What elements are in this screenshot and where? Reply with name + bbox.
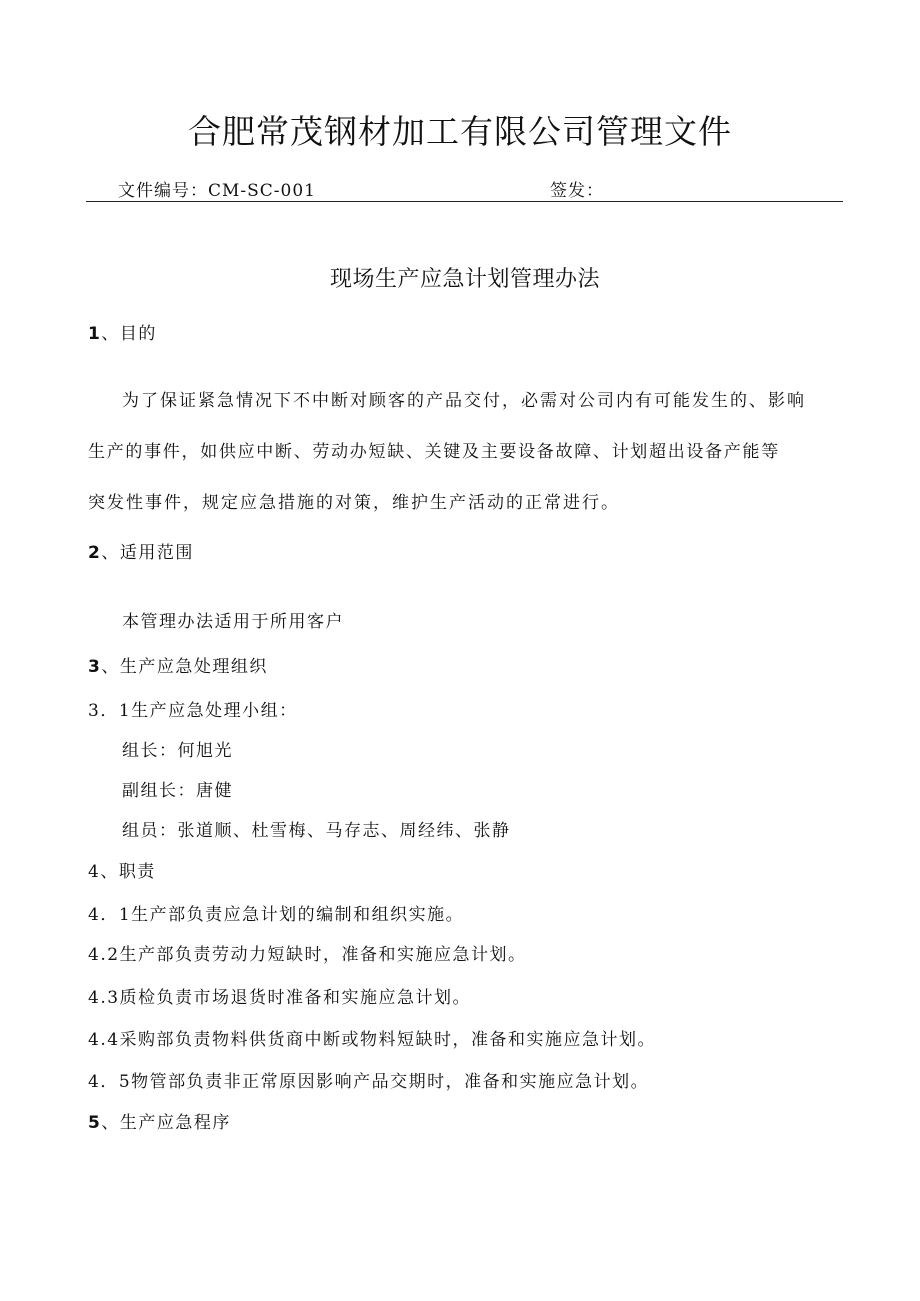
subsection-3-1: 3．1生产应急处理小组：: [88, 701, 298, 721]
doc-title: 现场生产应急计划管理办法: [329, 267, 600, 292]
section-number: 2: [88, 543, 102, 563]
group-leader: 组长：何旭光: [122, 741, 233, 761]
section-2-paragraph: 本管理办法适用于所用客户: [122, 612, 344, 632]
section-4-heading: 4、职责: [88, 862, 156, 882]
sign-label: 签发：: [550, 181, 604, 201]
duty-item: 4.3质检负责市场退货时准备和实施应急计划。: [88, 988, 472, 1008]
doc-number: 文件编号：CM-SC-001: [118, 181, 317, 201]
section-1-paragraph: [88, 376, 840, 529]
section-title: 、生产应急处理组织: [101, 657, 268, 677]
duty-item: 4．5物管部负责非正常原因影响产品交期时，准备和实施应急计划。: [88, 1072, 650, 1092]
duty-item: 4．1生产部负责应急计划的编制和组织实施。: [88, 905, 465, 925]
section-number: 1: [88, 324, 102, 344]
section-3-heading: [88, 652, 268, 677]
duty-item: 4.4采购部负责物料供货商中断或物料短缺时，准备和实施应急计划。: [88, 1030, 657, 1050]
section-1-heading: [88, 319, 157, 344]
section-title: 、生产应急程序: [101, 1113, 231, 1133]
group-deputy: 副组长：唐健: [122, 781, 233, 801]
paragraph-line: 突发性事件，规定应急措施的对策，维护生产活动的正常进行。: [88, 493, 620, 513]
section-title: 、目的: [101, 324, 157, 344]
header-divider: [86, 201, 843, 202]
duty-item: 4.2生产部负责劳动力短缺时，准备和实施应急计划。: [88, 945, 527, 965]
group-members: 组员：张道顺、杜雪梅、马存志、周经纬、张静: [122, 821, 511, 841]
section-number: 3: [88, 657, 102, 677]
section-5-heading: [88, 1108, 231, 1133]
section-number: 5: [88, 1113, 102, 1133]
section-2-heading: [88, 538, 194, 563]
section-title: 、适用范围: [101, 543, 194, 563]
paragraph-line: 为了保证紧急情况下不中断对顾客的产品交付，必需对公司内有可能发生的、影响: [122, 391, 806, 411]
paragraph-line: 生产的事件，如供应中断、劳动办短缺、关键及主要设备故障、计划超出设备产能等: [88, 442, 780, 462]
company-title: 合肥常茂钢材加工有限公司管理文件: [188, 112, 732, 151]
